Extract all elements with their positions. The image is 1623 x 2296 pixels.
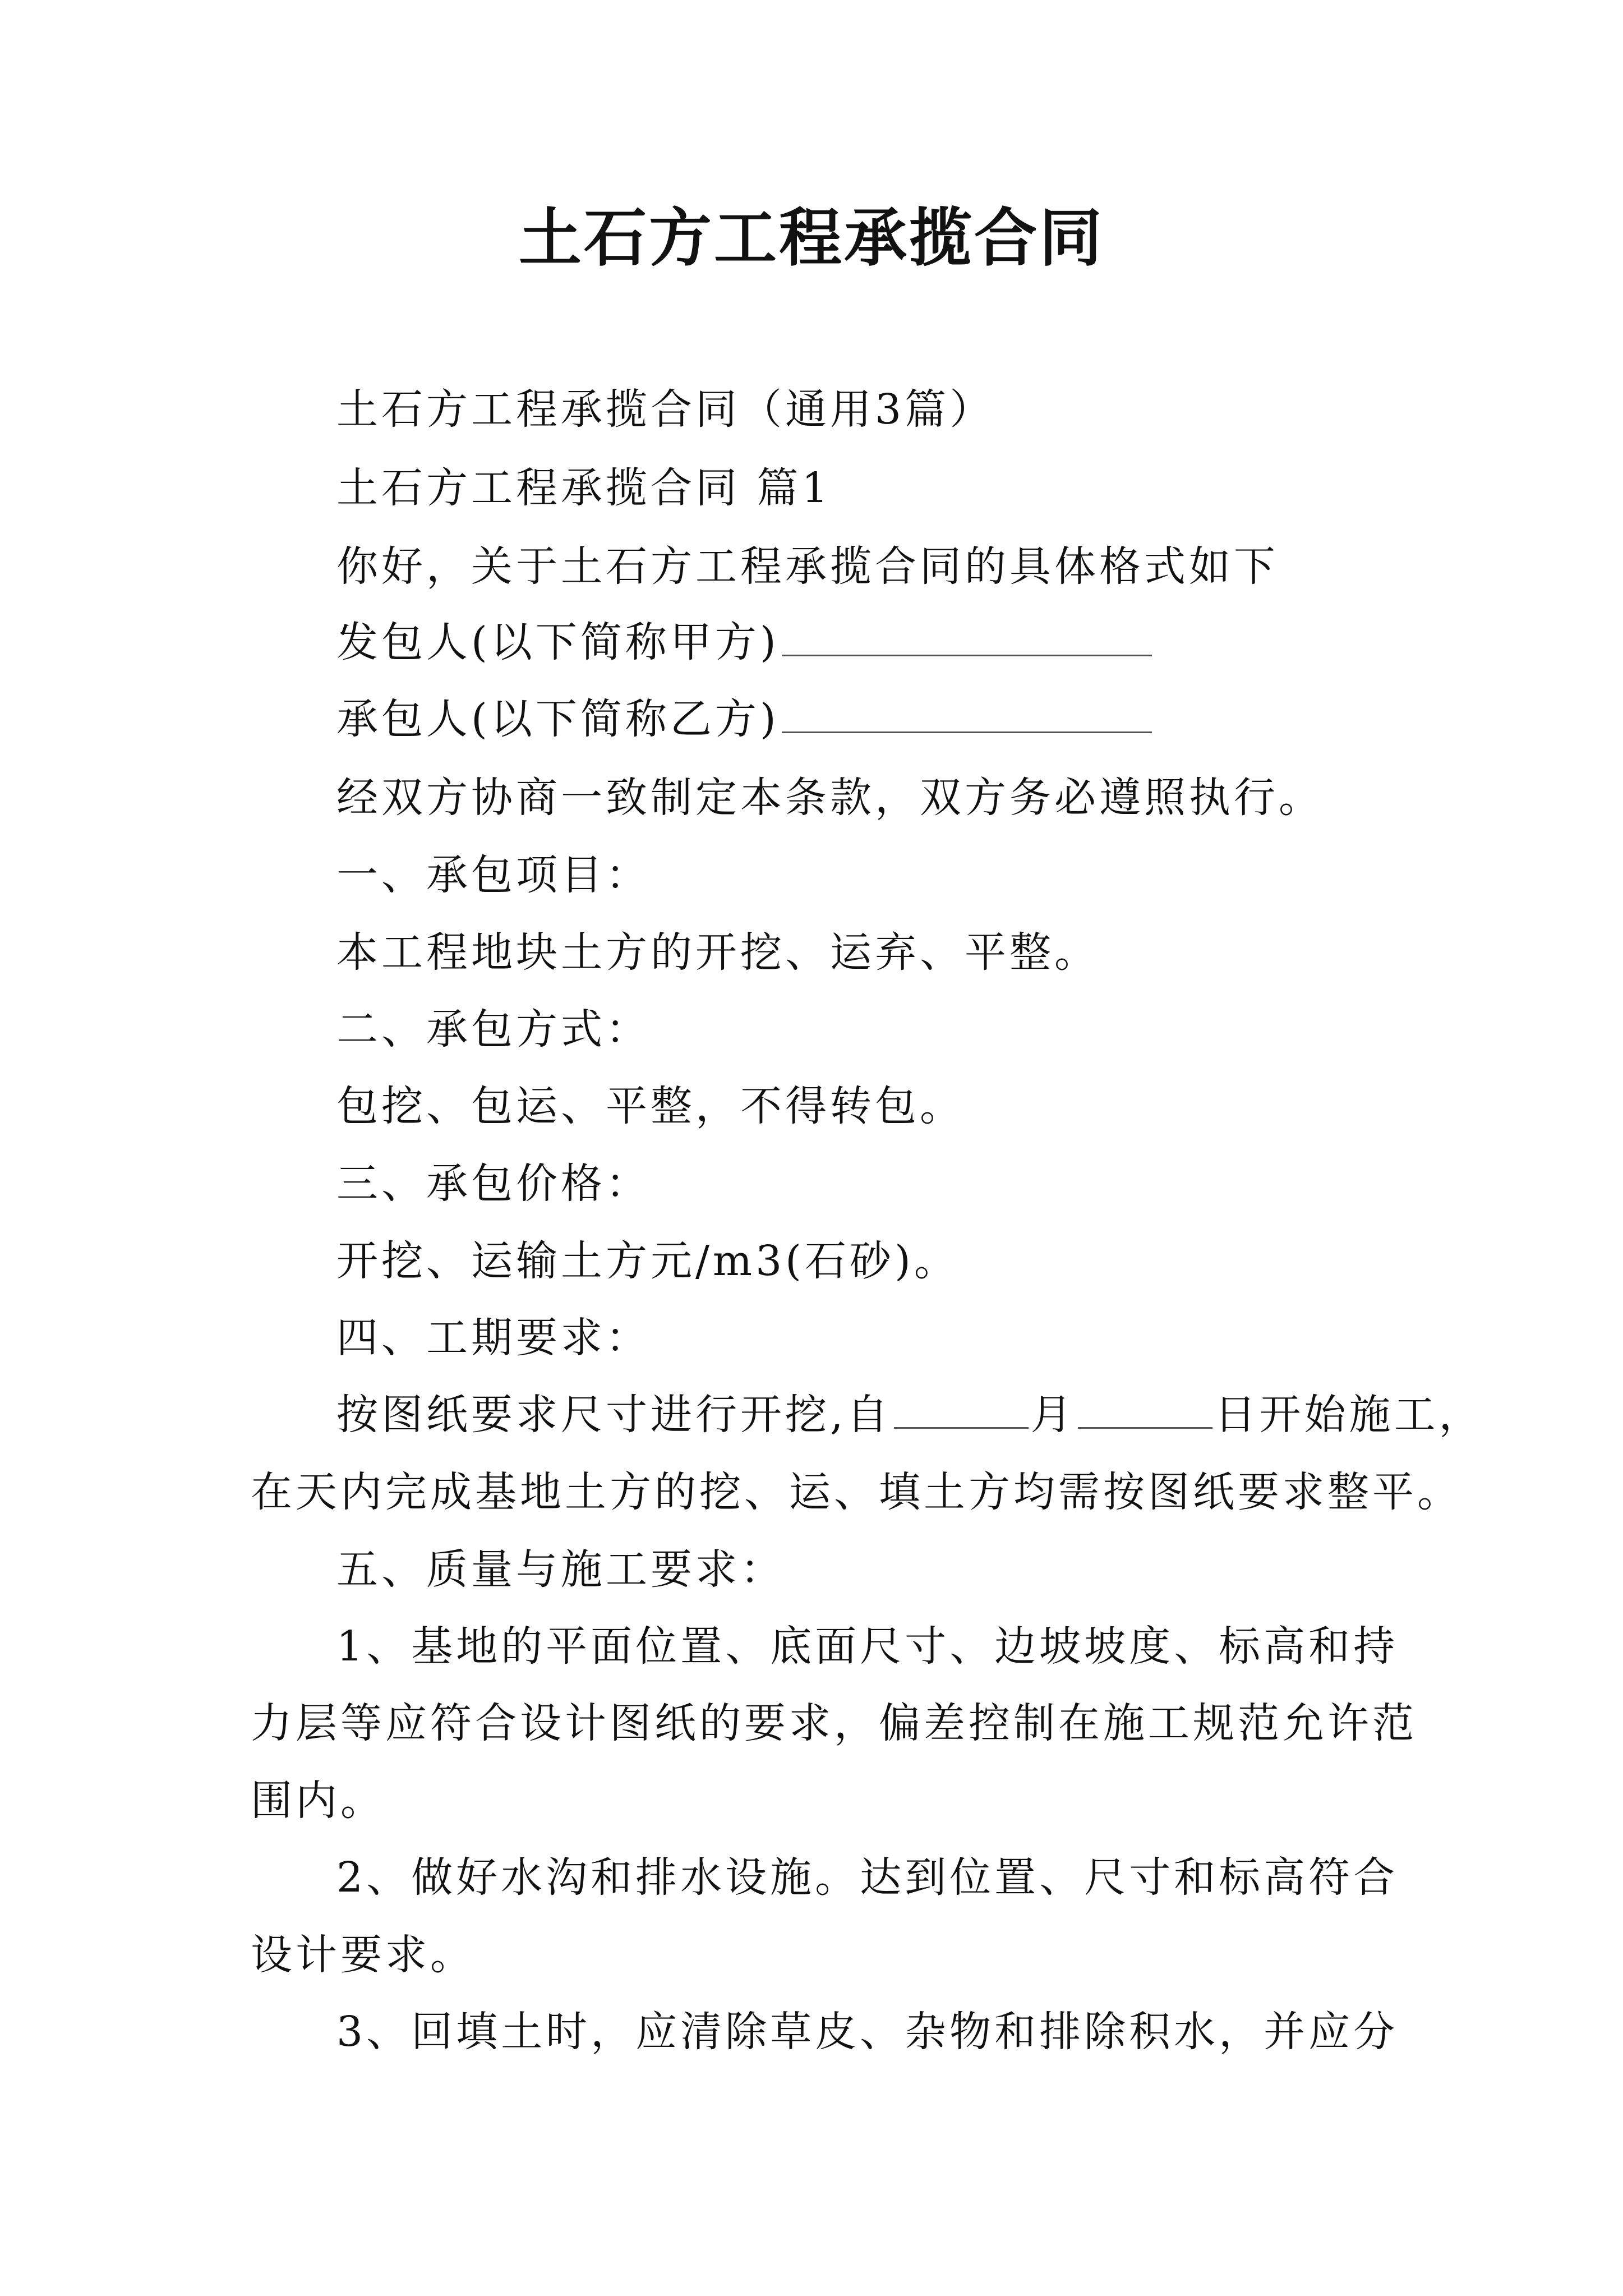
section-4-body-end: 日开始施工， [1214,1391,1484,1439]
document-title: 土石方工程承揽合同 [519,201,1104,275]
section-4-body-start: 按图纸要求尺寸进行开挖,自 [336,1391,892,1439]
party-a-label: 发包人(以下简称甲方) [336,618,780,666]
section-5-item-1-line1: 1、基地的平面位置、底面尺寸、边坡坡度、标高和持 [336,1622,1399,1671]
section-4-body-line1 [336,1387,1484,1443]
section-5-item-1-line2: 力层等应符合设计图纸的要求，偏差控制在施工规范允许范 [251,1699,1417,1747]
party-b-label: 承包人(以下简称乙方) [336,695,780,743]
section-5-item-2-line2: 设计要求。 [251,1931,475,1979]
party-a-line [336,614,1469,670]
section-5-item-3-line1: 3、回填土时，应清除草皮、杂物和排除积水，并应分 [336,2008,1399,2056]
section-2-body: 包挖、包运、平整，不得转包。 [336,1082,965,1130]
month-label: 月 [1030,1391,1076,1439]
section-3-body: 开挖、运输土方元/m3(石砂)。 [336,1237,959,1285]
subtitle: 土石方工程承揽合同（通用3篇） [336,385,995,434]
section-2-heading: 二、承包方式： [336,1005,651,1053]
section-5-item-2-line1: 2、做好水沟和排水设施。达到位置、尺寸和标高符合 [336,1853,1399,1902]
section-5-heading: 五、质量与施工要求： [336,1545,785,1594]
greeting-line: 你好，关于土石方工程承揽合同的具体格式如下 [336,542,1279,591]
section-4-heading: 四、工期要求： [336,1314,651,1362]
section-5-item-1-line3: 围内。 [251,1777,385,1825]
section-4-body-line2: 在天内完成基地土方的挖、运、填土方均需按图纸要求整平。 [251,1468,1462,1516]
party-b-line [336,691,1469,747]
part-heading: 土石方工程承揽合同 篇1 [336,464,832,512]
agreement-line: 经双方协商一致制定本条款，双方务必遵照执行。 [336,774,1324,822]
section-3-heading: 三、承包价格： [336,1159,651,1208]
party-a-blank [782,615,1152,656]
party-b-blank [782,692,1152,733]
section-1-body: 本工程地块土方的开挖、运弃、平整。 [336,928,1099,977]
start-month-blank [894,1388,1029,1429]
section-1-heading: 一、承包项目： [336,851,651,899]
start-day-blank [1078,1388,1212,1429]
